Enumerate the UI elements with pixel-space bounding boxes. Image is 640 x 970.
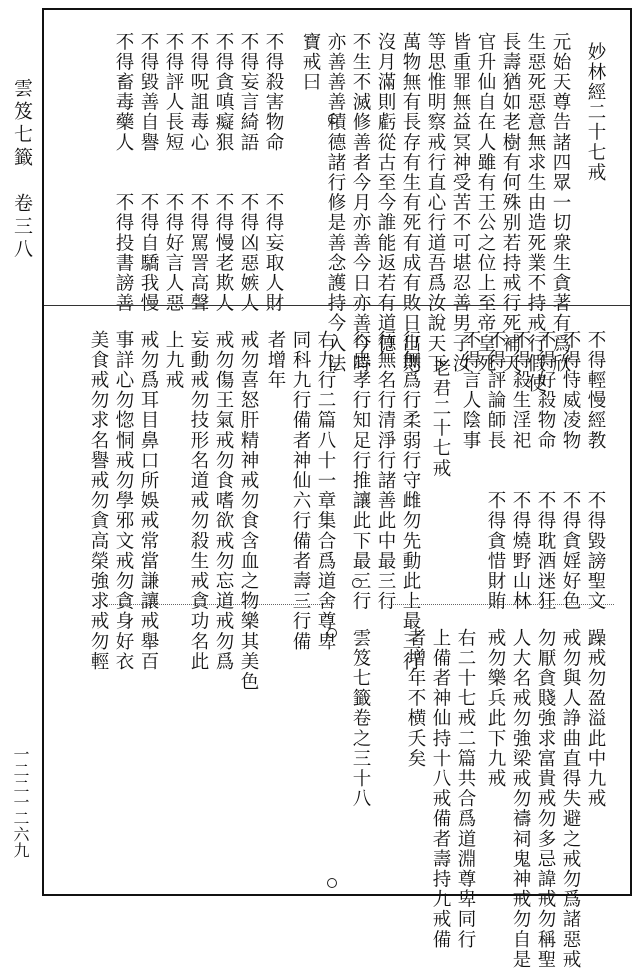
- text-column: 亦善善善積德諸行修是善念護持今入法: [325, 32, 346, 374]
- text-column: 人大名戒勿強梁戒勿禱祠鬼神戒勿自是: [510, 628, 531, 970]
- book-title: 雲笈七籤 卷三八: [11, 78, 33, 262]
- text-column: 不生不滅修善者今月亦善今日亦善今時: [350, 32, 371, 374]
- text-column: 不得毀善自譽 不得自驕我慢: [138, 32, 159, 314]
- text-column: 長壽猶如老樹有何殊别若持戒行死補天: [500, 32, 521, 374]
- text-column: 事詳心勿惚恫戒勿學邪文戒勿貪身好衣: [113, 330, 134, 672]
- text-column: 行無爲行柔弱行守雌勿先動此上最三行: [400, 330, 421, 672]
- page-number: 一二二一二六九: [11, 746, 30, 858]
- text-column: 右二十七戒二篇共合爲道淵尊卑同行: [455, 628, 476, 950]
- text-column: 寶戒曰: [300, 32, 321, 93]
- text-column: 官升仙自在人雖有王公之位上至帝皇死: [475, 32, 496, 374]
- text-column: 不得評論師長 不得貪惜財賄: [485, 330, 506, 612]
- text-column: 躁戒勿盈溢此中九戒: [585, 628, 606, 809]
- page-frame: [42, 8, 632, 970]
- text-column: 不得殺害物命 不得妄取人財: [263, 32, 284, 314]
- text-column: 右九行二篇八十一章集合爲道舍尊卑: [315, 330, 336, 652]
- text-column: 上備者神仙持十八戒備者壽持九戒備: [430, 628, 451, 950]
- text-column: 不得言人陰事: [460, 330, 481, 451]
- panel-divider: [44, 305, 630, 306]
- text-column: 戒勿樂兵此下九戒: [485, 628, 506, 789]
- circle-mark: [327, 878, 337, 888]
- text-column: 上九戒: [163, 330, 184, 391]
- text-column: 不得評人長短 不得好言人惡: [163, 32, 184, 314]
- text-column: 戒勿與人諍曲直得失避之戒勿爲諸惡戒: [560, 628, 581, 970]
- text-column: 妄動戒勿技形名道戒勿殺生戒貪功名此: [188, 330, 209, 672]
- text-column: 勿厭貪賤強求富貴戒勿多忌諱戒勿稱聖: [535, 628, 556, 970]
- text-column: 雲笈七籤卷之三十八: [350, 628, 371, 809]
- text-column: 沒月滿則虧從古至今誰能返若有道德: [375, 32, 396, 354]
- text-column: 萬物無有長存有生有死有成有敗日出則: [400, 32, 421, 374]
- text-column: 妙林經二十七戒: [585, 42, 606, 183]
- text-column: 老君二十七戒: [430, 358, 451, 479]
- text-column: 戒勿爲耳目鼻口所娛戒常當謙讓戒舉百: [138, 330, 159, 672]
- text-column: 戒勿喜怒肝精神戒勿食含血之物樂其美色: [238, 330, 259, 692]
- text-column: 生惡死惡意無求生由造死業不持戒行假使: [525, 32, 546, 394]
- text-column: 者增年不横夭矣: [405, 628, 426, 769]
- text-column: 不得妄言綺語 不得凶惡嫉人: [238, 32, 259, 314]
- text-column: 美食戒勿求名譽戒勿貪高榮強求戒勿輕: [88, 330, 109, 672]
- text-column: 不得輕慢經教 不得毀謗聖文: [585, 330, 606, 612]
- text-column: 元始天尊告諸四眾一切衆生貪著有爲欣: [550, 32, 571, 374]
- text-column: 不得殺生淫祀 不得燒野山林: [510, 330, 531, 612]
- text-column: 不得呪詛毒心 不得罵詈高聲: [188, 32, 209, 314]
- text-column: 不得好殺物命 不得耽酒迷狂: [535, 330, 556, 612]
- text-column: 行忠孝行知足行推讓此下最三行: [350, 330, 371, 612]
- text-column: 不得貪嗔癡狠 不得慢老欺人: [213, 32, 234, 314]
- text-column: 皆重罪無益冥神受苦不可堪忍善男子汝: [450, 32, 471, 374]
- text-column: 不得畜毒藥人 不得投書謗善: [113, 32, 134, 314]
- bottom-panel: [44, 308, 630, 970]
- page-margin: [0, 0, 42, 907]
- text-column: 戒勿傷王氣戒勿食嗜欲戒勿忘道戒勿爲: [213, 330, 234, 672]
- text-column: 不得恃威凌物 不得貪婬好色: [560, 330, 581, 612]
- text-column: 同科九行備者神仙六行備者壽三行備: [290, 330, 311, 652]
- text-column: 行無名行清淨行諸善此中最三行: [375, 330, 396, 612]
- text-column: 等思惟明察戒行直心行道吾爲汝說天下: [425, 32, 446, 374]
- text-column: 者增年: [265, 330, 286, 391]
